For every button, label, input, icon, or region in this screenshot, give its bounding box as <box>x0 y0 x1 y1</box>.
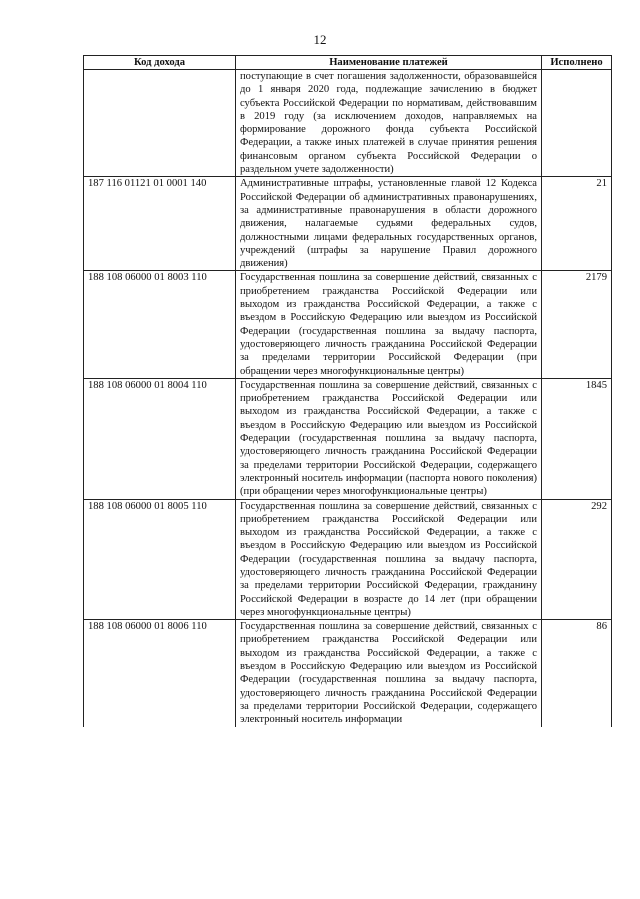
payment-name-cell: Государственная пошлина за совершение действий, связанных с приобретением гражданства Российской Федерации или выходом из гражданства Российской Федерации, а также с въездом в Российскую Федерацию или выездом из Российской Федерации (государственная пошлина за выдачу паспорта, удостоверяющего личность гражданина Российской Федерации за пределами территории Российской Федерации, содержащего электронный носитель информации <box>236 620 542 727</box>
table-header-row <box>84 56 612 70</box>
income-code-cell: 188 108 06000 01 8004 110 <box>84 378 236 499</box>
payment-name-cell: Государственная пошлина за совершение действий, связанных с приобретением гражданства Российской Федерации или выходом из гражданства Российской Федерации, а также с въездом в Российскую Федерацию или выездом из Российской Федерации (государственная пошлина за выдачу паспорта, удостоверяющего личность гражданина Российской Федерации за пределами территории Российской Федерации, гражданину Российской Федерации в возрасте до 14 лет (при обращении через многофункциональные центры) <box>236 499 542 620</box>
table-row <box>84 271 612 378</box>
header-executed: Исполнено <box>542 56 612 70</box>
table-row <box>84 620 612 727</box>
table-row <box>84 378 612 499</box>
executed-amount-cell: 292 <box>542 499 612 620</box>
payment-name-cell: Государственная пошлина за совершение действий, связанных с приобретением гражданства Российской Федерации или выходом из гражданства Российской Федерации, а также с въездом в Российскую Федерацию или выездом из Российской Федерации (государственная пошлина за выдачу паспорта, удостоверяющего личность гражданина Российской Федерации за пределами территории Российской Федерации (при обращении через многофункциональные центры) <box>236 271 542 378</box>
header-payment-name: Наименование платежей <box>236 56 542 70</box>
executed-amount-cell <box>542 70 612 177</box>
income-code-cell: 188 108 06000 01 8006 110 <box>84 620 236 727</box>
executed-amount-cell: 86 <box>542 620 612 727</box>
income-code-cell: 187 116 01121 01 0001 140 <box>84 177 236 271</box>
table-row <box>84 177 612 271</box>
income-table <box>83 55 612 727</box>
payment-name-cell: Государственная пошлина за совершение действий, связанных с приобретением гражданства Российской Федерации или выходом из гражданства Российской Федерации, а также с въездом в Российскую Федерацию или выездом из Российской Федерации (государственная пошлина за выдачу паспорта, удостоверяющего личность гражданина Российской Федерации за пределами территории Российской Федерации, содержащего электронный носитель информации (паспорта нового поколения) (при обращении через многофункциональные центры) <box>236 378 542 499</box>
income-code-cell: 188 108 06000 01 8003 110 <box>84 271 236 378</box>
payment-name-cell: поступающие в счет погашения задолженности, образовавшейся до 1 января 2020 года, подлежащие зачислению в бюджет субъекта Российской Федерации по нормативам, действовавшим в 2019 году (за исключением доходов, направляемых на формирование дорожного фонда субъекта Российской Федерации, а также иных платежей в случае принятия решения финансовым органом субъекта Российской Федерации о раздельном учете задолженности) <box>236 70 542 177</box>
executed-amount-cell: 2179 <box>542 271 612 378</box>
income-code-cell: 188 108 06000 01 8005 110 <box>84 499 236 620</box>
executed-amount-cell: 21 <box>542 177 612 271</box>
table-row <box>84 70 612 177</box>
executed-amount-cell: 1845 <box>542 378 612 499</box>
header-income-code: Код дохода <box>84 56 236 70</box>
income-code-cell <box>84 70 236 177</box>
page-number: 12 <box>313 32 327 47</box>
table-row <box>84 499 612 620</box>
payment-name-cell: Административные штрафы, установленные главой 12 Кодекса Российской Федерации об административных правонарушениях, за административные правонарушения в области дорожного движения, налагаемые судьями федеральных судов, должностными лицами федеральных государственных органов, учреждений (штрафы за нарушение Правил дорожного движения) <box>236 177 542 271</box>
